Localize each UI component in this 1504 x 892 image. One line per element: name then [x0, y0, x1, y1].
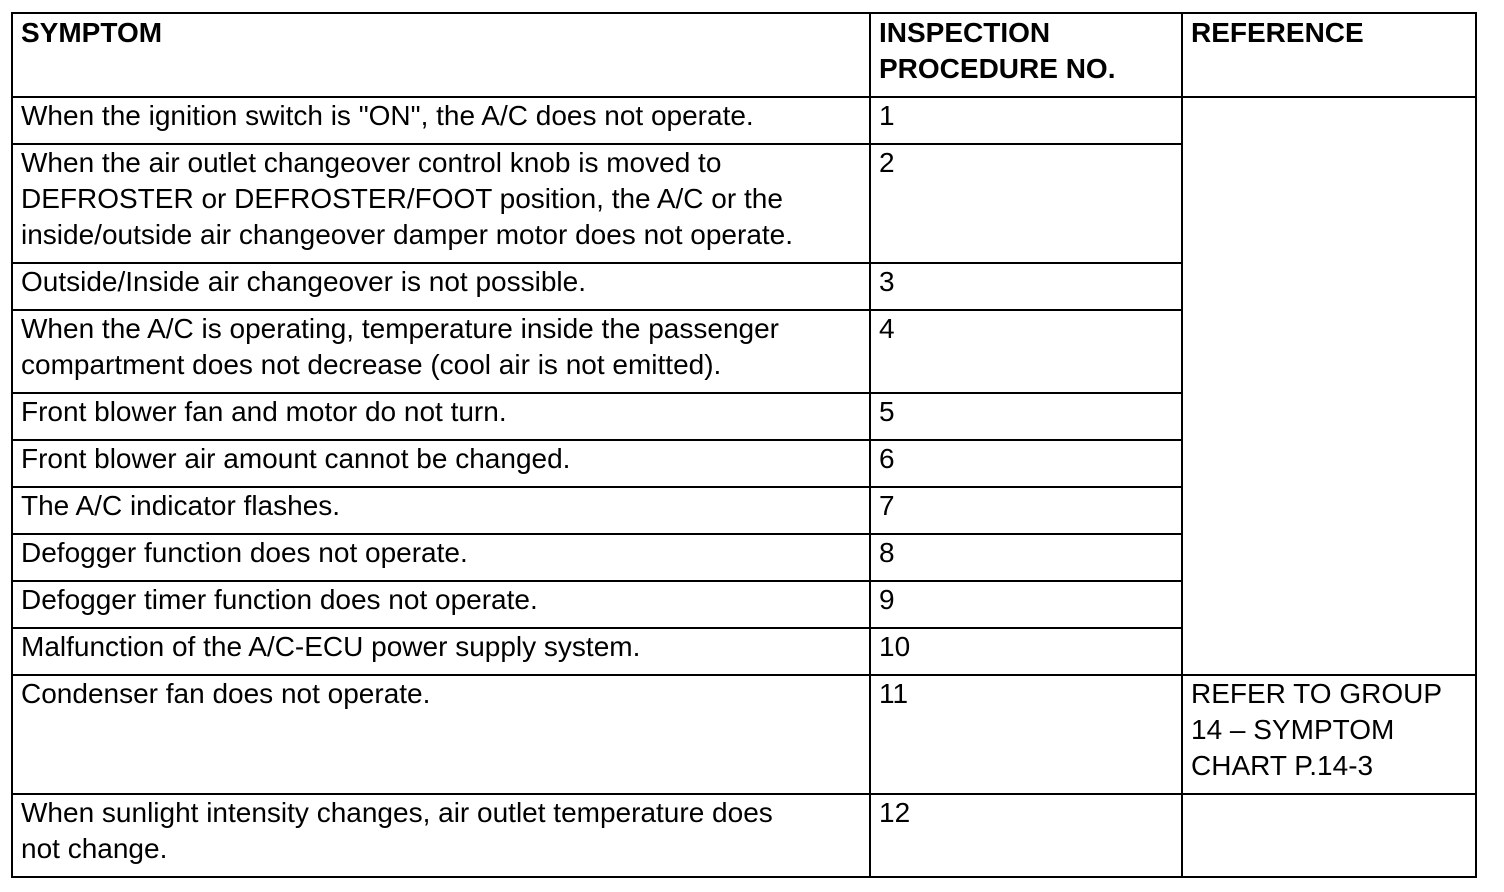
- procedure-no-cell: [870, 487, 1182, 534]
- symptom-cell: [12, 263, 870, 310]
- procedure-no-cell: [870, 628, 1182, 675]
- procedure-no: 11: [879, 678, 909, 709]
- procedure-no-cell: [870, 97, 1182, 144]
- reference-cell-empty: [1182, 794, 1476, 877]
- symptom-cell: [12, 440, 870, 487]
- header-inspection-line1: INSPECTION: [879, 17, 1051, 48]
- symptom-text: Malfunction of the A/C-ECU power supply system.: [21, 631, 641, 662]
- header-reference-label: REFERENCE: [1191, 17, 1364, 48]
- symptom-text: Defogger function does not operate.: [21, 537, 468, 568]
- header-symptom: [12, 13, 870, 97]
- procedure-no: 8: [879, 537, 895, 568]
- procedure-no-cell: [870, 263, 1182, 310]
- procedure-no: 3: [879, 266, 895, 297]
- reference-text-line: CHART P.14-3: [1191, 750, 1374, 781]
- reference-cell-empty: [1182, 97, 1476, 675]
- symptom-text: Front blower air amount cannot be changed.: [21, 443, 571, 474]
- table-row: [12, 97, 1476, 144]
- symptom-text-line: inside/outside air changeover damper motor does not operate.: [21, 219, 794, 250]
- symptom-cell: [12, 144, 870, 263]
- procedure-no-cell: [870, 393, 1182, 440]
- procedure-no: 12: [879, 797, 911, 828]
- symptom-text-line: When the air outlet changeover control knob is moved to: [21, 147, 722, 178]
- symptom-text: Defogger timer function does not operate.: [21, 584, 538, 615]
- symptom-text: The A/C indicator flashes.: [21, 490, 341, 521]
- symptom-cell: [12, 487, 870, 534]
- symptom-text-line: DEFROSTER or DEFROSTER/FOOT position, the A/C or the: [21, 183, 783, 214]
- header-row: [12, 13, 1476, 97]
- procedure-no-cell: [870, 581, 1182, 628]
- reference-text-line: 14 – SYMPTOM: [1191, 714, 1395, 745]
- symptom-cell: [12, 794, 870, 877]
- procedure-no: 4: [879, 313, 895, 344]
- symptom-text: Condenser fan does not operate.: [21, 678, 431, 709]
- procedure-no: 5: [879, 396, 895, 427]
- reference-cell: [1182, 675, 1476, 794]
- procedure-no-cell: [870, 440, 1182, 487]
- symptom-text: Front blower fan and motor do not turn.: [21, 396, 507, 427]
- table-row: [12, 794, 1476, 877]
- symptom-text-line: When sunlight intensity changes, air outlet temperature does: [21, 797, 773, 828]
- table-row: [12, 675, 1476, 794]
- symptom-text: When the ignition switch is "ON", the A/C does not operate.: [21, 100, 754, 131]
- procedure-no: 9: [879, 584, 895, 615]
- procedure-no-cell: [870, 310, 1182, 393]
- procedure-no-cell: [870, 794, 1182, 877]
- symptom-cell: [12, 581, 870, 628]
- procedure-no: 6: [879, 443, 895, 474]
- procedure-no: 1: [879, 100, 895, 131]
- symptom-text-line: When the A/C is operating, temperature inside the passenger: [21, 313, 779, 344]
- symptom-text-line: not change.: [21, 833, 168, 864]
- procedure-no-cell: [870, 534, 1182, 581]
- symptom-cell: [12, 97, 870, 144]
- symptom-chart-table: [11, 12, 1477, 878]
- header-reference: [1182, 13, 1476, 97]
- symptom-cell: [12, 628, 870, 675]
- symptom-cell: [12, 393, 870, 440]
- symptom-cell: [12, 675, 870, 794]
- symptom-cell: [12, 310, 870, 393]
- header-symptom-label: SYMPTOM: [21, 17, 163, 48]
- procedure-no-cell: [870, 144, 1182, 263]
- symptom-text-line: compartment does not decrease (cool air is not emitted).: [21, 349, 722, 380]
- procedure-no: 10: [879, 631, 911, 662]
- procedure-no: 2: [879, 147, 895, 178]
- header-inspection-line2: PROCEDURE NO.: [879, 53, 1116, 84]
- symptom-text: Outside/Inside air changeover is not possible.: [21, 266, 586, 297]
- procedure-no: 7: [879, 490, 895, 521]
- symptom-cell: [12, 534, 870, 581]
- procedure-no-cell: [870, 675, 1182, 794]
- reference-text-line: REFER TO GROUP: [1191, 678, 1443, 709]
- header-inspection-procedure: [870, 13, 1182, 97]
